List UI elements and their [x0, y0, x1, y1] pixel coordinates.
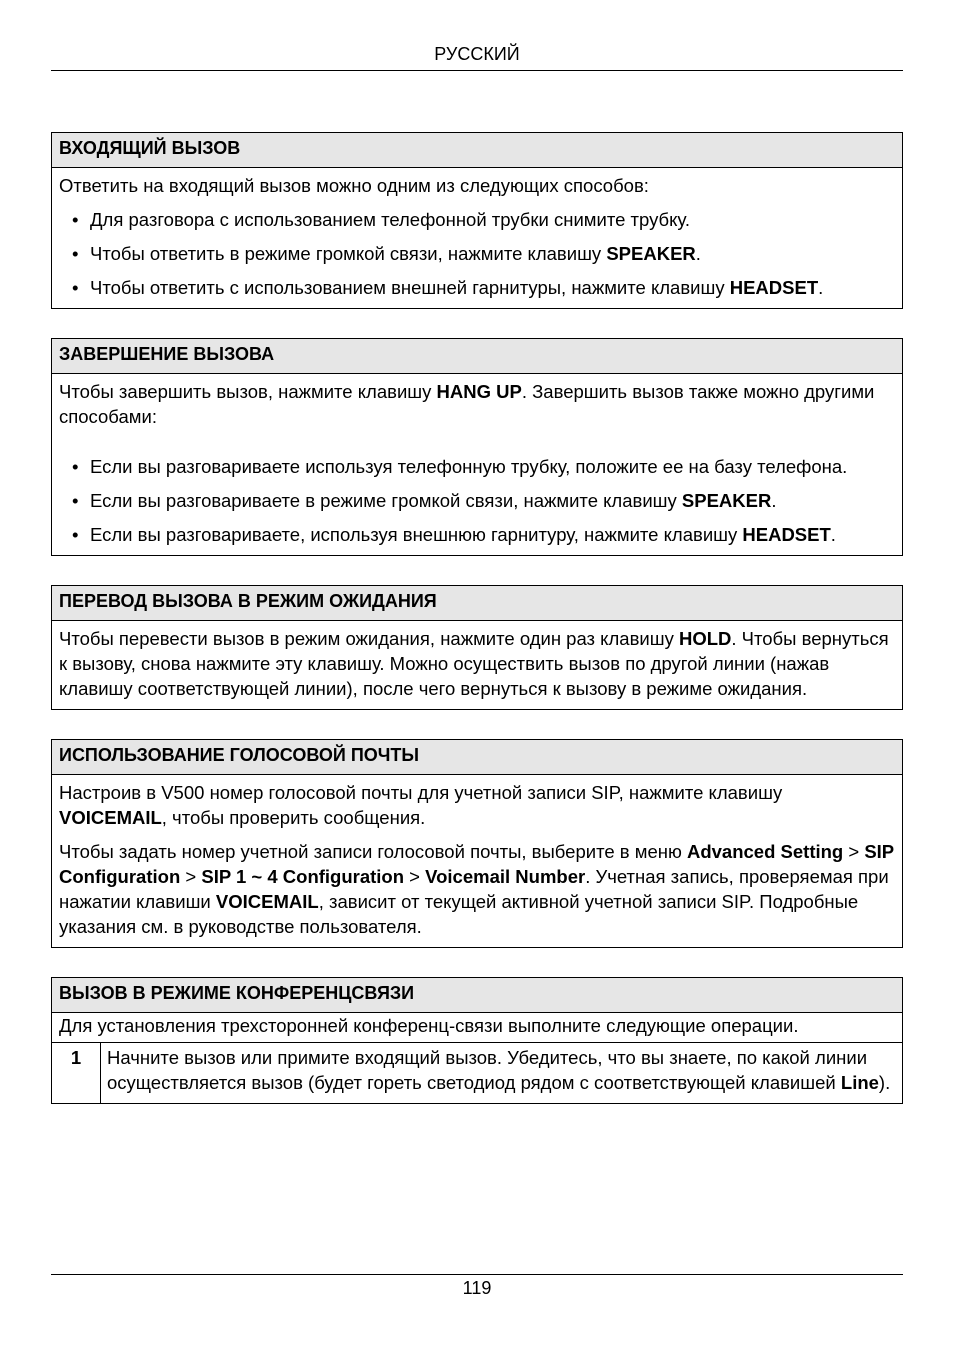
- bold-term: HANG UP: [436, 381, 522, 402]
- section-title: ЗАВЕРШЕНИЕ ВЫЗОВА: [52, 339, 902, 374]
- bold-term: HEADSET: [742, 524, 831, 545]
- list-item: [59, 488, 895, 513]
- section-body: [52, 775, 902, 947]
- text-run: >: [180, 866, 202, 887]
- list-item: [59, 241, 895, 266]
- text-run: , зависит от текущей активной учетной записи SIP. Подробные указания см. в руководстве пользователя.: [59, 891, 859, 937]
- list-item: [59, 207, 895, 232]
- text-run: >: [404, 866, 426, 887]
- bold-term: VOICEMAIL: [59, 807, 162, 828]
- section: [51, 739, 903, 948]
- text-run: Чтобы завершить вызов, нажмите клавишу: [59, 381, 437, 402]
- text-run: ).: [878, 1072, 891, 1093]
- text-run: Чтобы перевести вызов в режим ожидания, нажмите один раз клавишу: [59, 628, 679, 649]
- paragraph: [59, 626, 895, 701]
- bold-term: HOLD: [678, 628, 732, 649]
- text-run: . Завершить вызов также можно другими способами:: [59, 381, 875, 427]
- bold-term: SPEAKER: [606, 243, 696, 264]
- text-run: Настроив в V500 номер голосовой почты для учетной записи SIP, нажмите клавишу: [59, 782, 783, 803]
- step-row: [52, 1042, 902, 1103]
- text-run: Чтобы задать номер учетной записи голосовой почты, выберите в меню: [59, 841, 687, 862]
- bullet-list: [59, 207, 895, 300]
- bold-term: Line: [840, 1072, 879, 1093]
- section-body: [52, 374, 902, 555]
- text-run: . Чтобы вернуться к вызову, снова нажмите эту клавишу. Можно осуществить вызов по другой линии (нажав клавишу соответствующей линии), после чего вернуться к вызову в режиме ожидания.: [59, 628, 889, 699]
- paragraph: [59, 379, 895, 429]
- bullet-list: [59, 454, 895, 547]
- text-run: .: [695, 243, 701, 264]
- text-run: .: [830, 524, 836, 545]
- text-run: Если вы разговариваете в режиме громкой связи, нажмите клавишу: [90, 490, 682, 511]
- text-run: , чтобы проверить сообщения.: [161, 807, 426, 828]
- bold-term: SIP 1 ~ 4 Configuration: [201, 866, 405, 887]
- step-number: 1: [52, 1043, 101, 1103]
- language-label: РУССКИЙ: [434, 44, 520, 64]
- page-footer: [51, 1274, 903, 1299]
- section: [51, 338, 903, 556]
- bold-term: SPEAKER: [681, 490, 772, 511]
- section-body: [52, 168, 902, 308]
- section-body: [52, 621, 902, 709]
- bold-term: SIP Configuration: [59, 841, 894, 887]
- text-run: Ответить на входящий вызов можно одним из следующих способов:: [59, 175, 649, 196]
- section-title: ВЫЗОВ В РЕЖИМЕ КОНФЕРЕНЦСВЯЗИ: [52, 978, 902, 1013]
- list-item: [59, 522, 895, 547]
- text-run: Для разговора с использованием телефонной трубки снимите трубку.: [90, 209, 690, 230]
- paragraph: [59, 839, 895, 939]
- text-run: Чтобы ответить с использованием внешней гарнитуры, нажмите клавишу: [90, 277, 730, 298]
- bold-term: VOICEMAIL: [215, 891, 319, 912]
- text-run: .: [818, 277, 824, 298]
- section-title: ИСПОЛЬЗОВАНИЕ ГОЛОСОВОЙ ПОЧТЫ: [52, 740, 902, 775]
- text-run: Чтобы ответить в режиме громкой связи, нажмите клавишу: [90, 243, 607, 264]
- document-content: [51, 132, 903, 1133]
- text-run: >: [843, 841, 865, 862]
- text-run: . Учетная запись, проверяемая при нажатии клавиши: [59, 866, 889, 912]
- list-item: [59, 454, 895, 479]
- text-run: Начните вызов или примите входящий вызов. Убедитесь, что вы знаете, по какой линии осуществляется вызов (будет гореть светодиод рядом с соответствующей клавишей: [107, 1047, 868, 1093]
- section: [51, 132, 903, 309]
- text-run: .: [771, 490, 777, 511]
- text-run: Если вы разговариваете, используя внешнюю гарнитуру, нажмите клавишу: [90, 524, 743, 545]
- paragraph: [59, 173, 895, 198]
- step-text: [101, 1043, 902, 1103]
- bold-term: HEADSET: [729, 277, 819, 298]
- list-item: [59, 275, 895, 300]
- bold-term: Voicemail Number: [425, 866, 586, 887]
- section: [51, 585, 903, 710]
- section-title: ПЕРЕВОД ВЫЗОВА В РЕЖИМ ОЖИДАНИЯ: [52, 586, 902, 621]
- section: [51, 977, 903, 1104]
- bold-term: Advanced Setting: [686, 841, 844, 862]
- page-number: 119: [462, 1278, 492, 1298]
- paragraph: [59, 780, 895, 830]
- section-title: ВХОДЯЩИЙ ВЫЗОВ: [52, 133, 902, 168]
- text-run: Если вы разговариваете используя телефонную трубку, положите ее на базу телефона.: [90, 456, 848, 477]
- page-header: [51, 44, 903, 71]
- intro-paragraph: [52, 1013, 902, 1042]
- text-run: Для установления трехсторонней конференц-связи выполните следующие операции.: [59, 1015, 799, 1036]
